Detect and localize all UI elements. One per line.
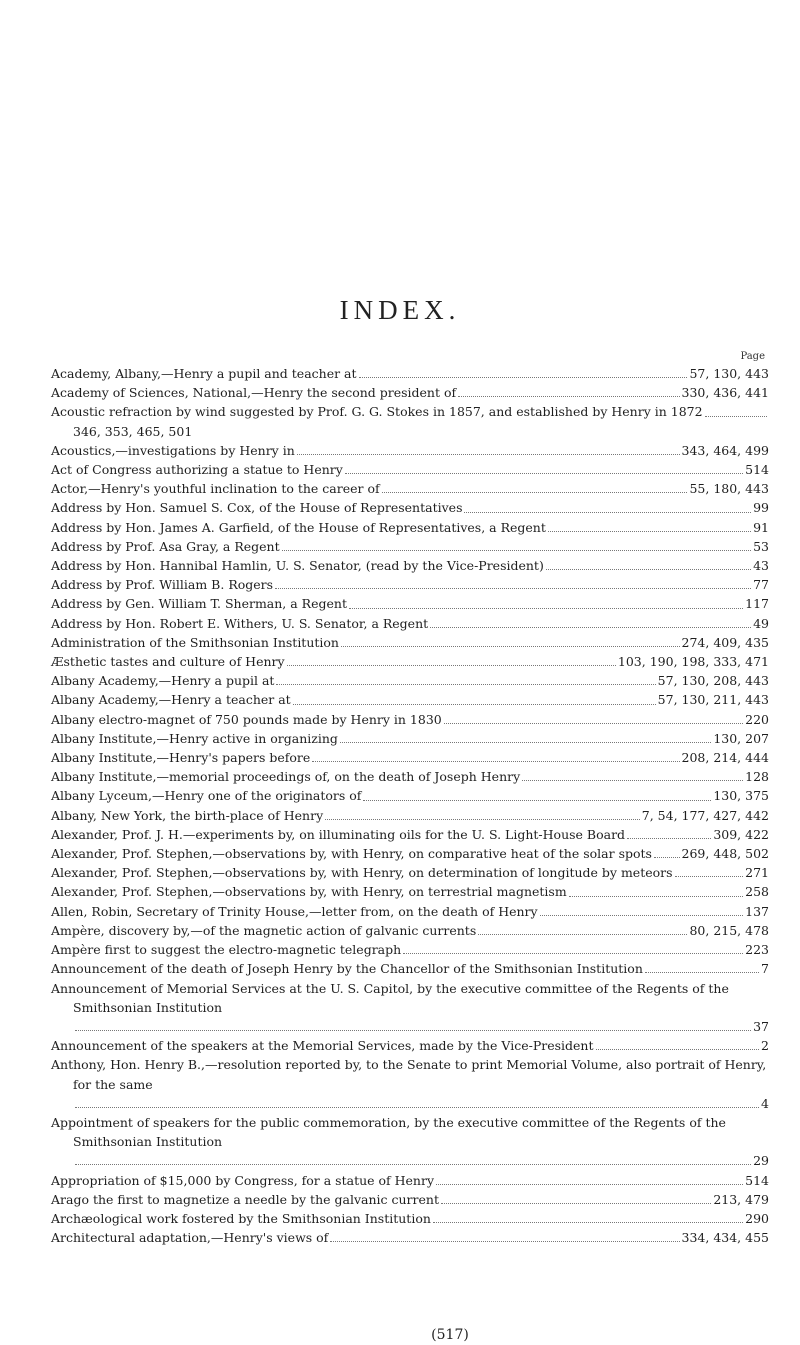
index-entry-pages: 514	[745, 462, 769, 478]
dot-leader	[403, 953, 743, 954]
index-entry-text: Alexander, Prof. J. H.—experiments by, on illuminating oils for the U. S. Light-House Board	[51, 826, 626, 842]
index-entry-text: Albany Academy,—Henry a pupil at	[51, 673, 275, 689]
index-entry-pages: 334, 434, 455	[681, 1230, 769, 1246]
dot-leader	[330, 1241, 679, 1242]
index-entry-pages: 2	[761, 1038, 769, 1054]
index-entry	[51, 1228, 769, 1247]
index-entry-pages: 55, 180, 443	[689, 481, 769, 497]
index-entry	[51, 959, 769, 978]
index-entry-text: Albany electro-magnet of 750 pounds made by Henry in 1830	[51, 711, 442, 727]
dot-leader	[363, 800, 711, 801]
index-entry-text: Albany Institute,—memorial proceedings of, on the death of Joseph Henry	[51, 769, 521, 785]
index-entry	[51, 1113, 769, 1171]
dot-leader	[312, 761, 679, 762]
dot-leader	[276, 684, 655, 685]
index-entry	[51, 979, 769, 1037]
dot-leader	[359, 377, 688, 378]
index-entry-pages: 130, 375	[713, 788, 769, 804]
page-column-label: Page	[740, 351, 765, 362]
index-entry-text: Announcement of the death of Joseph Henry by the Chancellor of the Smithsonian Institution	[51, 961, 643, 977]
index-entry-text: Anthony, Hon. Henry B.,—resolution reported by, to the Senate to print Memorial Volume, also portrait of Henry, for the same	[51, 1057, 767, 1092]
dot-leader	[675, 876, 744, 877]
index-entry	[51, 671, 769, 690]
index-entry-pages: 117	[745, 596, 769, 612]
index-entry-pages: 7, 54, 177, 427, 442	[641, 807, 769, 823]
index-entry-pages: 29	[753, 1153, 769, 1169]
index-entry-text: Alexander, Prof. Stephen,—observations by, with Henry, on terrestrial magnetism	[51, 884, 567, 900]
index-entry	[51, 518, 769, 537]
dot-leader	[596, 1049, 760, 1050]
index-entry-text: Ampère, discovery by,—of the magnetic action of galvanic currents	[51, 922, 477, 938]
dot-leader	[436, 1184, 743, 1185]
index-entry-pages: 99	[753, 500, 769, 516]
index-entry-text: Arago the first to magnetize a needle by the galvanic current	[51, 1191, 439, 1207]
dot-leader	[522, 780, 743, 781]
index-entry-text: Architectural adaptation,—Henry's views of	[51, 1230, 329, 1246]
index-entry	[51, 748, 769, 767]
index-entry-text: Appropriation of $15,000 by Congress, for a statue of Henry	[51, 1172, 435, 1188]
index-entry	[51, 863, 769, 882]
index-entry	[51, 806, 769, 825]
index-entry-text: Address by Hon. Robert E. Withers, U. S. Senator, a Regent	[51, 615, 429, 631]
index-entry	[51, 633, 769, 652]
dot-leader	[287, 665, 616, 666]
dot-leader	[282, 550, 751, 551]
index-entry-pages: 258	[745, 884, 769, 900]
index-entry	[51, 710, 769, 729]
index-entry-text: Address by Hon. James A. Garfield, of the House of Representatives, a Regent	[51, 519, 546, 535]
dot-leader	[464, 512, 751, 513]
index-entry-pages: 53	[753, 538, 769, 554]
dot-leader	[349, 608, 743, 609]
dot-leader	[345, 473, 743, 474]
dot-leader	[654, 857, 680, 858]
index-entry	[51, 594, 769, 613]
index-entry	[51, 786, 769, 805]
index-entry-pages: 137	[745, 903, 769, 919]
dot-leader	[275, 588, 751, 589]
index-entry	[51, 556, 769, 575]
index-entry-text: Act of Congress authorizing a statue to Henry	[51, 462, 343, 478]
index-entry	[51, 902, 769, 921]
dot-leader	[458, 396, 679, 397]
dot-leader	[478, 934, 687, 935]
index-entry-pages: 57, 130, 211, 443	[657, 692, 769, 708]
index-entry-text: Albany Institute,—Henry active in organizing	[51, 730, 338, 746]
index-entry-text: Address by Gen. William T. Sherman, a Regent	[51, 596, 347, 612]
index-entry	[51, 364, 769, 383]
dot-leader	[75, 1030, 751, 1031]
index-entry-text: Announcement of the speakers at the Memorial Services, made by the Vice-President	[51, 1038, 594, 1054]
index-entry-pages: 7	[761, 961, 769, 977]
index-entry-text: Albany, New York, the birth-place of Henry	[51, 807, 324, 823]
dot-leader	[340, 742, 711, 743]
index-entry-text: Albany Institute,—Henry's papers before	[51, 750, 311, 766]
index-entry-text: Actor,—Henry's youthful inclination to the career of	[51, 481, 380, 497]
index-entry	[51, 1209, 769, 1228]
index-entry-text: Albany Academy,—Henry a teacher at	[51, 692, 291, 708]
index-entry	[51, 441, 769, 460]
index-entry	[51, 844, 769, 863]
index-entry	[51, 479, 769, 498]
index-entry	[51, 940, 769, 959]
index-entry-text: Archæological work fostered by the Smithsonian Institution	[51, 1210, 431, 1226]
index-entry-text: Alexander, Prof. Stephen,—observations by, with Henry, on determination of longitude by meteors	[51, 865, 673, 881]
index-entry-text: Administration of the Smithsonian Institution	[51, 634, 339, 650]
index-entry	[51, 690, 769, 709]
index-entry-pages: 43	[753, 558, 769, 574]
index-entry	[51, 498, 769, 517]
dot-leader	[75, 1107, 759, 1108]
index-entry-text: Address by Hon. Hannibal Hamlin, U. S. Senator, (read by the Vice-President)	[51, 558, 544, 574]
index-entry-pages: 220	[745, 711, 769, 727]
index-entry-text: Æsthetic tastes and culture of Henry	[51, 654, 285, 670]
index-entry	[51, 402, 769, 440]
index-entry	[51, 614, 769, 633]
index-entry-pages: 274, 409, 435	[681, 634, 769, 650]
dot-leader	[297, 454, 680, 455]
index-entry-pages: 77	[753, 577, 769, 593]
dot-leader	[433, 1222, 743, 1223]
index-entry-pages: 213, 479	[713, 1191, 769, 1207]
index-entry-text: Academy of Sciences, National,—Henry the second president of	[51, 385, 457, 401]
index-entry	[51, 383, 769, 402]
index-entry-text: Alexander, Prof. Stephen,—observations by, with Henry, on comparative heat of the solar spots	[51, 846, 652, 862]
dot-leader	[645, 972, 759, 973]
page-number: (517)	[431, 1327, 469, 1343]
index-entry-text: Address by Prof. Asa Gray, a Regent	[51, 538, 280, 554]
index-entry-text: Allen, Robin, Secretary of Trinity House,—letter from, on the death of Henry	[51, 903, 538, 919]
dot-leader	[546, 569, 751, 570]
index-entry	[51, 652, 769, 671]
index-entry-pages: 290	[745, 1210, 769, 1226]
dot-leader	[441, 1203, 711, 1204]
index-entry	[51, 537, 769, 556]
index-entry-pages: 514	[745, 1172, 769, 1188]
index-entry-pages: 223	[745, 942, 769, 958]
dot-leader	[75, 1164, 751, 1165]
index-entry-text: Appointment of speakers for the public commemoration, by the executive committee of the Regents of the Smithsonian Institution	[51, 1114, 726, 1150]
index-entry-text: Address by Prof. William B. Rogers	[51, 577, 274, 593]
dot-leader	[444, 723, 743, 724]
index-entry-text: Academy, Albany,—Henry a pupil and teacher at	[51, 366, 357, 381]
index-entry-pages: 37	[753, 1018, 769, 1034]
index-entry	[51, 1171, 769, 1190]
index-entry	[51, 767, 769, 786]
index-entry	[51, 921, 769, 940]
index-entry-pages: 57, 130, 208, 443	[657, 673, 769, 689]
index-entry	[51, 1036, 769, 1055]
index-entry-pages: 343, 464, 499	[681, 442, 769, 458]
index-entry-text: Announcement of Memorial Services at the U. S. Capitol, by the executive committee of the Regents of the Smithsonian Institution	[51, 980, 729, 1015]
index-entry-pages: 49	[753, 615, 769, 631]
dot-leader	[705, 416, 767, 417]
index-entry-pages: 91	[753, 519, 769, 535]
index-entry-pages: 128	[745, 769, 769, 785]
index-entry-pages: 330, 436, 441	[681, 385, 769, 401]
index-entry	[51, 825, 769, 844]
index-entry-pages: 309, 422	[713, 826, 769, 842]
dot-leader	[627, 838, 711, 839]
index-entry-text: Ampère first to suggest the electro-magnetic telegraph	[51, 942, 402, 958]
index-entry	[51, 1055, 769, 1113]
dot-leader	[430, 627, 751, 628]
index-entry-pages: 271	[745, 865, 769, 881]
dot-leader	[293, 704, 656, 705]
dot-leader	[569, 896, 743, 897]
index-entry-pages: 57, 130, 443	[689, 366, 769, 381]
index-entry	[51, 460, 769, 479]
index-entry	[51, 1190, 769, 1209]
index-entry	[51, 575, 769, 594]
index-entry-pages: 269, 448, 502	[681, 846, 769, 862]
index-entry	[51, 729, 769, 748]
index-entries	[51, 364, 769, 1247]
dot-leader	[341, 646, 680, 647]
dot-leader	[325, 819, 640, 820]
index-entry-pages: 103, 190, 198, 333, 471	[617, 654, 769, 670]
index-entry-pages: 346, 353, 465, 501	[73, 423, 193, 439]
index-entry-pages: 130, 207	[713, 730, 769, 746]
index-entry-text: Acoustic refraction by wind suggested by Prof. G. G. Stokes in 1857, and established by Henry in 1872	[51, 404, 703, 420]
index-entry	[51, 882, 769, 901]
dot-leader	[382, 492, 688, 493]
dot-leader	[540, 915, 744, 916]
dot-leader	[548, 531, 751, 532]
index-entry-pages: 4	[761, 1095, 769, 1111]
index-entry-pages: 208, 214, 444	[681, 750, 769, 766]
index-entry-text: Albany Lyceum,—Henry one of the originators of	[51, 788, 362, 804]
page-title: INDEX.	[339, 295, 461, 325]
index-entry-text: Address by Hon. Samuel S. Cox, of the House of Representatives	[51, 500, 463, 516]
index-entry-text: Acoustics,—investigations by Henry in	[51, 442, 295, 458]
index-entry-pages: 80, 215, 478	[689, 922, 769, 938]
